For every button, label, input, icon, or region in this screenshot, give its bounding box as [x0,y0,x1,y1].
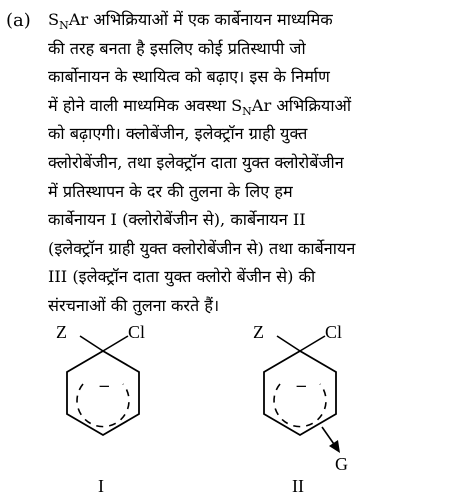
line-text: Ar अभिक्रियाओं [251,95,352,115]
text-line [48,92,446,121]
substituent-z: Z [56,322,67,342]
text-line: (इलेक्ट्रॉन ग्राही युक्त क्लोरोबेंजीन से) तथा कार्बेनायन [48,238,356,258]
line-text: Ar अभिक्रियाओं में एक कार्बेनायन माध्यमिक [68,10,333,29]
structure-i [56,322,145,496]
sn-subscript: N [59,19,69,33]
text-line: को बढ़ाएगी। क्लोबेंजीन, इलेक्ट्रॉन ग्राही युक्त [48,124,308,144]
bond-to-z [80,336,103,351]
line-text: में होने वाली माध्यमिक अवस्था S [48,95,243,115]
bond-to-cl [103,336,128,351]
question-text [48,6,446,321]
text-line: क्लोरोबेंजीन, तथा इलेक्ट्रॉन दाता युक्त क्लोरोबेंजीन [48,152,344,172]
arrowhead-icon [329,440,340,453]
negative-charge: − [295,377,308,395]
text-line: में प्रतिस्थापन के दर की तुलना के लिए हम [48,181,293,201]
text-line: कार्बोनायन के स्थायित्व को बढ़ाए। इस के निर्माण [48,67,330,87]
negative-charge: − [98,377,111,395]
substituent-g: G [335,454,348,474]
sn-subscript: N [242,105,252,119]
text-line [48,6,446,35]
bond-to-z [277,336,300,351]
substituent-cl: Cl [325,322,343,342]
text-line: III (इलेक्ट्रॉन दाता युक्त क्लोरो बेंजीन से) की [48,267,316,287]
text-line: की तरह बनता है इसलिए कोई प्रतिस्थापी जो [48,38,306,58]
question-label: (a) [6,10,31,31]
carbanion-structures-figure [0,315,455,496]
sn-letter: S [48,10,60,29]
text-line: संरचनाओं की तुलना करते हैं। [48,295,220,315]
substituent-cl: Cl [128,322,146,342]
bond-to-cl [300,336,325,351]
structure-numeral-ii: II [292,476,304,496]
structure-numeral-i: I [98,476,104,496]
structure-ii [253,322,348,496]
text-line: कार्बेनायन I (क्लोरोबेंजीन से), कार्बेनायन II [48,210,306,230]
substituent-z: Z [253,322,264,342]
